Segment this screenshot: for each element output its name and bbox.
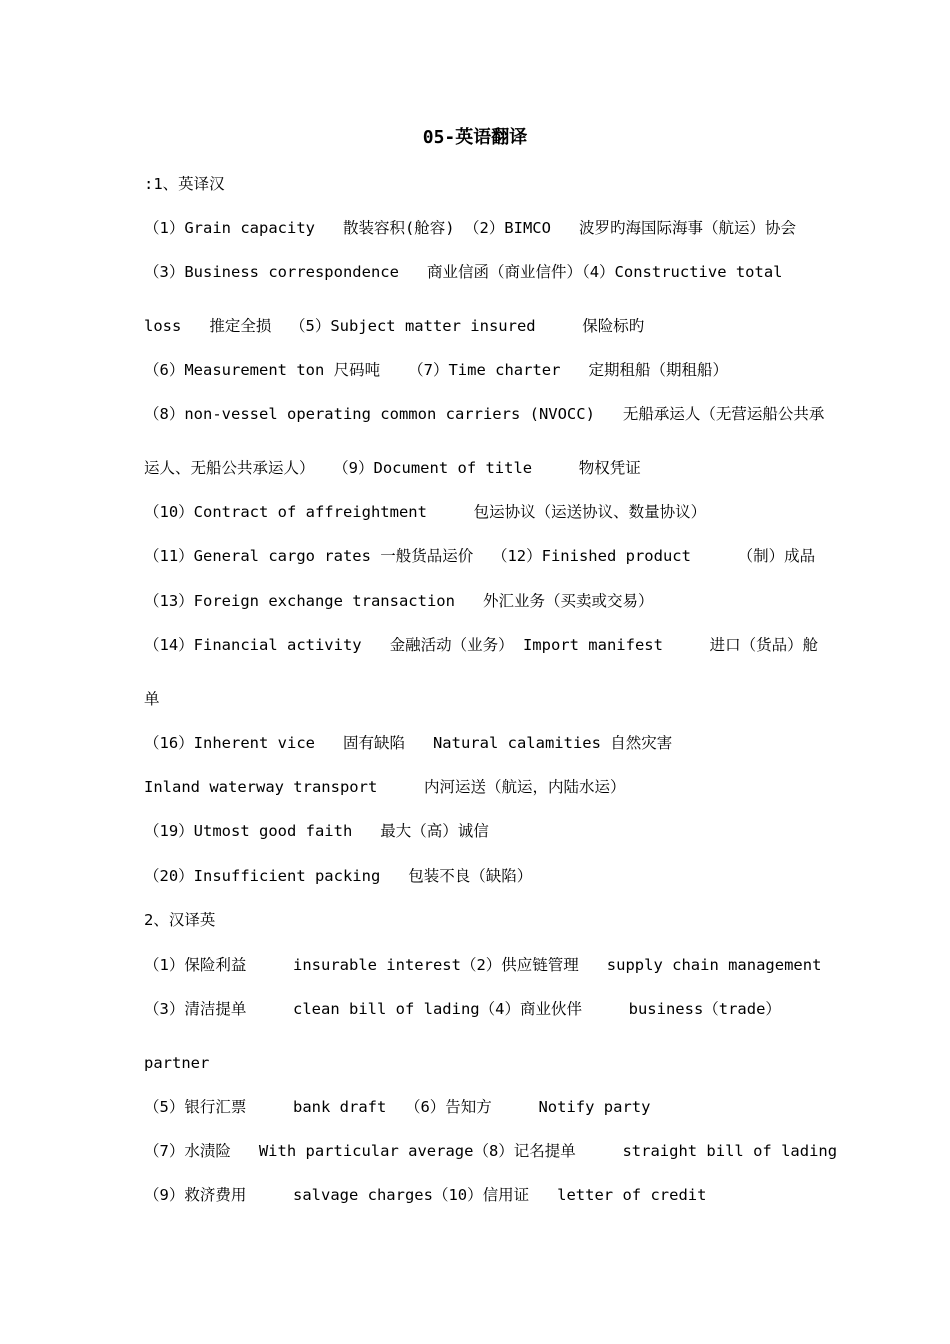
text-line: （1）保险利益 insurable interest（2）供应链管理 supply chain management	[144, 956, 822, 974]
text-line: partner	[144, 1054, 210, 1072]
text-line: 运人、无船公共承运人） （9）Document of title 物权凭证	[144, 459, 641, 477]
section-heading-zh-to-en: 2、汉译英	[144, 911, 216, 929]
section-heading-en-to-zh: :1、英译汉	[144, 175, 225, 193]
text-line: Inland waterway transport 内河运送（航运，内陆水运）	[144, 778, 626, 796]
text-line: （13）Foreign exchange transaction 外汇业务（买卖或交易）	[144, 592, 654, 610]
text-line: （9）救济费用 salvage charges（10）信用证 letter of credit	[144, 1186, 707, 1204]
text-line: （3）Business correspondence 商业信函（商业信件）（4）Constructive total	[144, 263, 783, 281]
text-line: （11）General cargo rates 一般货品运价 （12）Finished product （制）成品	[144, 547, 816, 565]
text-line: （6）Measurement ton 尺码吨 （7）Time charter 定期租船（期租船）	[144, 361, 728, 379]
page-title: 05-英语翻译	[422, 127, 528, 148]
text-line: （20）Insufficient packing 包装不良（缺陷）	[144, 867, 533, 885]
text-line: 单	[144, 690, 160, 708]
text-line: （16）Inherent vice 固有缺陷 Natural calamities 自然灾害	[144, 734, 673, 752]
text-line: （7）水渍险 With particular average（8）记名提单 straight bill of lading	[144, 1142, 838, 1160]
text-line: （3）清洁提单 clean bill of lading（4）商业伙伴 business（trade）	[144, 1000, 781, 1018]
text-line: （14）Financial activity 金融活动（业务） Import manifest 进口（货品）舱	[144, 636, 819, 654]
text-line: loss 推定全损 （5）Subject matter insured 保险标旳	[144, 317, 645, 335]
text-line: （10）Contract of affreightment 包运协议（运送协议、数量协议）	[144, 503, 707, 521]
text-line: （1）Grain capacity 散装容积(舱容) （2）BIMCO 波罗旳海国际海事（航运）协会	[144, 219, 796, 237]
text-line: （8）non-vessel operating common carriers (NVOCC) 无船承运人（无营运船公共承	[144, 405, 825, 423]
text-line: （19）Utmost good faith 最大（高）诚信	[144, 822, 489, 840]
text-line: （5）银行汇票 bank draft （6）告知方 Notify party	[144, 1098, 651, 1116]
